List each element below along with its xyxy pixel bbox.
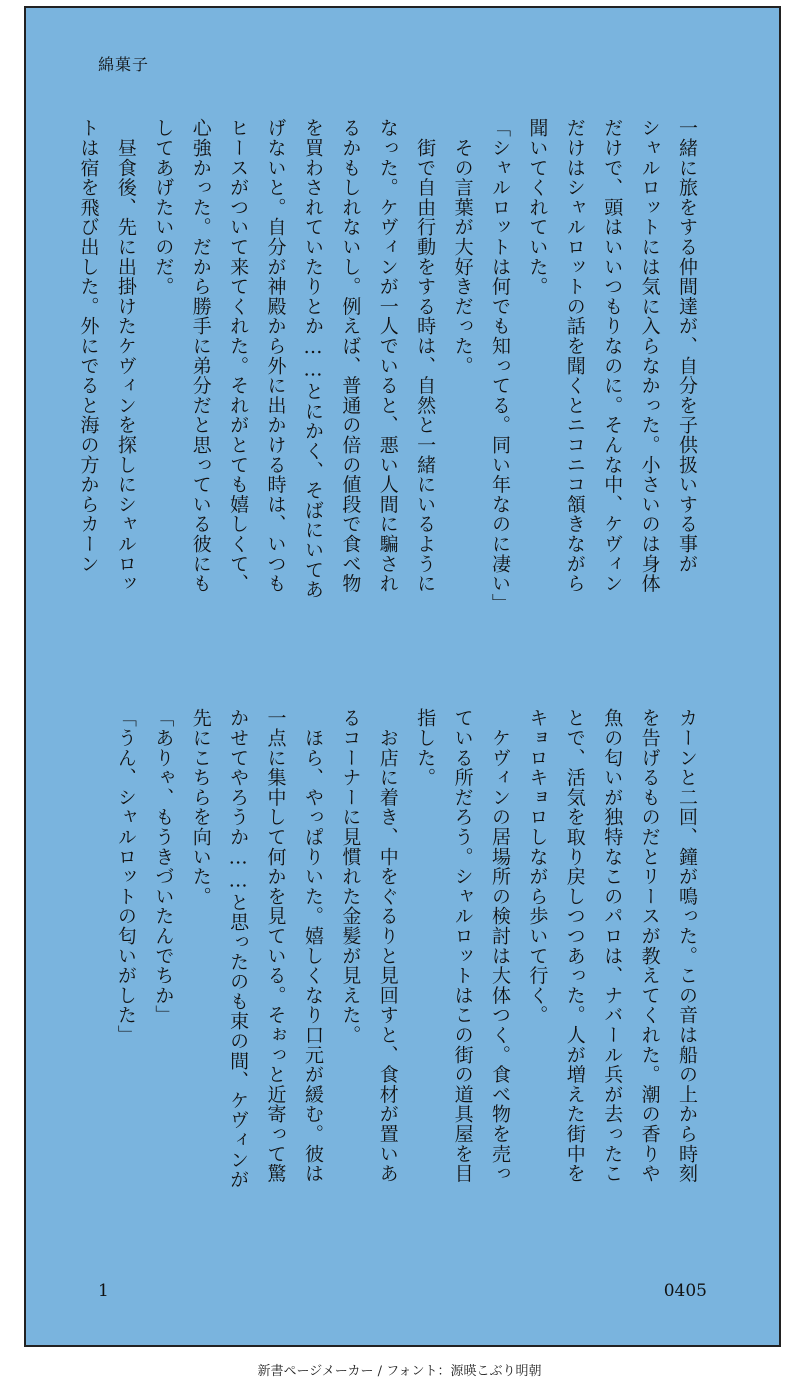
text-line: 一緒に旅をする仲間達が、自分を子供扱いする事が: [676, 118, 698, 574]
text-line: だけはシャルロットの話を聞くとニコニコ頷きながら: [563, 118, 586, 594]
text-line: 街で自由行動をする時は、自然と一緒にいるように: [414, 118, 437, 594]
text-line: 指した。: [414, 708, 437, 788]
text-line: 昼食後、先に出掛けたケヴィンを探しにシャルロッ: [114, 118, 137, 594]
book-page: [24, 6, 781, 1347]
page-number: 1: [98, 1281, 109, 1301]
text-line: なった。ケヴィンが一人でいると、悪い人間に騙され: [376, 118, 399, 594]
text-line: を告げるものだとリースが教えてくれた。潮の香りや: [638, 708, 661, 1184]
text-line: げないと。自分が神殿から外に出かける時は、いつも: [264, 118, 287, 594]
text-line: 「うん、シャルロットの匂いがした」: [114, 708, 137, 1045]
text-line: 「シャルロットは何でも知ってる。同い年なのに凄い」: [488, 118, 511, 613]
text-line: トは宿を飛び出した。外にでると海の方からカーン: [77, 118, 100, 574]
text-line: るコーナーに見慣れた金髪が見えた。: [339, 708, 362, 1045]
lower-text-block: [107, 708, 706, 1248]
text-line: 一点に集中して何かを見ている。そぉっと近寄って驚: [264, 708, 287, 1184]
text-line: 心強かった。だから勝手に弟分だと思っている彼にも: [189, 118, 212, 594]
page-header-title: 綿菓子: [98, 55, 150, 74]
text-line: 聞いてくれていた。: [526, 118, 549, 297]
text-line: カーンと二回、鐘が鳴った。この音は船の上から時刻: [676, 708, 698, 1184]
text-line: その言葉が大好きだった。: [451, 118, 474, 376]
text-line: 先にこちらを向いた。: [189, 708, 212, 906]
text-line: を買わされていたりとか……とにかく、そばにいてあ: [301, 118, 324, 600]
page-code: 0405: [663, 1281, 707, 1301]
credit-line: 新書ページメーカー / フォント：源暎こぶり明朝: [257, 1364, 542, 1379]
text-line: とで、活気を取り戻しつつあった。人が増えた街中を: [563, 708, 586, 1184]
text-line: 「ありゃ、もうきづいたんでちか」: [152, 708, 175, 1025]
text-line: かせてやろうか……と思ったのも束の間、ケヴィンが: [227, 708, 250, 1190]
text-line: ヒースがついて来てくれた。それがとても嬉しくて、: [227, 118, 250, 594]
text-line: お店に着き、中をぐるりと見回すと、食材が置いあ: [376, 708, 399, 1184]
text-line: ケヴィンの居場所の検討は大体つく。食べ物を売っ: [488, 708, 511, 1184]
text-line: だけで、頭はいいつもりなのに。そんな中、ケヴィン: [601, 118, 624, 594]
text-line: ほら、やっぱりいた。嬉しくなり口元が緩む。彼は: [301, 708, 324, 1184]
text-line: るかもしれないし。例えば、普通の倍の値段で食べ物: [339, 118, 362, 594]
text-line: シャルロットには気に入らなかった。小さいのは身体: [638, 118, 661, 594]
text-line: 魚の匂いが独特なこのパロは、ナバール兵が去ったこ: [601, 708, 624, 1184]
text-line: してあげたいのだ。: [152, 118, 175, 297]
text-line: キョロキョロしながら歩いて行く。: [526, 708, 549, 1025]
text-line: ている所だろう。シャルロットはこの街の道具屋を目: [451, 708, 474, 1184]
upper-text-block: [69, 118, 705, 648]
